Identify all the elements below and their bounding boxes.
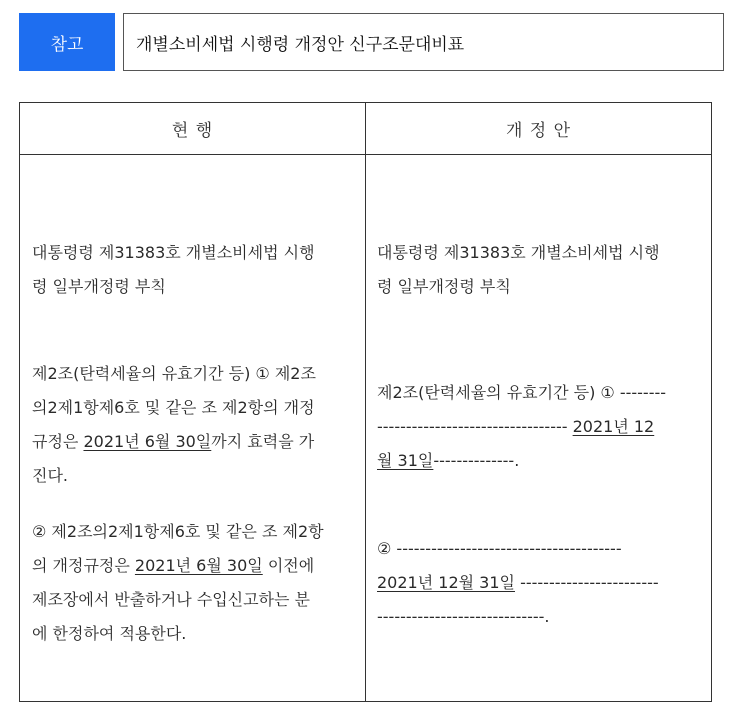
proposed-article-line1: 제2조(탄력세율의 유효기간 등) ① -------- [377,383,667,402]
current-article-line3: 규정은 2021년 6월 30일까지 효력을 가 [32,432,315,451]
current-p2-date: 2021년 6월 30일 [134,556,263,575]
current-decree-line2: 령 일부개정령 부칙 [32,277,166,296]
proposed-p2-line3: -----------------------------. [377,607,550,626]
current-article-line1: 제2조(탄력세율의 유효기간 등) ① 제2조 [32,364,316,383]
proposed-decree-line1: 대통령령 제31383호 개별소비세법 시행 [377,243,660,262]
current-article-line4: 진다. [32,466,68,485]
current-article-paragraph2 [32,515,357,651]
reference-badge: 참고 [19,13,115,71]
document-title: 개별소비세법 시행령 개정안 신구조문대비표 [123,13,724,71]
current-decree-title [32,236,357,304]
proposed-p2-line1: ② --------------------------------------- [377,539,622,558]
current-expiry-date: 2021년 6월 30일 [83,432,212,451]
proposed-decree-title [377,236,707,304]
proposed-article-paragraph1 [377,376,707,478]
current-p2-line3: 제조장에서 반출하거나 수입신고하는 분 [32,590,311,609]
proposed-article-line3: 월 31일--------------. [377,451,520,470]
proposed-decree-line2: 령 일부개정령 부칙 [377,277,511,296]
current-article-line2: 의2제1항제6호 및 같은 조 제2항의 개정 [32,398,315,417]
proposed-p2-line2: 2021년 12월 31일 ------------------------ [377,573,659,592]
proposed-date-part1: 2021년 12 [572,417,655,436]
column-divider [365,154,366,702]
current-decree-line1: 대통령령 제31383호 개별소비세법 시행 [32,243,315,262]
current-p2-line1: ② 제2조의2제1항제6호 및 같은 조 제2항 [32,522,324,541]
current-p2-line2: 의 개정규정은 2021년 6월 30일 이전에 [32,556,315,575]
proposed-article-paragraph2 [377,532,707,634]
column-header-proposed: 개 정 안 [366,103,711,155]
proposed-p2-date: 2021년 12월 31일 [377,573,515,592]
comparison-table [19,102,712,702]
column-header-current: 현 행 [20,103,366,155]
current-p2-line4: 에 한정하여 적용한다. [32,624,187,643]
header [19,13,712,71]
proposed-date-part2: 월 31일 [377,451,434,470]
proposed-article-line2: --------------------------------- 2021년 12 [377,417,655,436]
current-article-paragraph1 [32,357,357,493]
